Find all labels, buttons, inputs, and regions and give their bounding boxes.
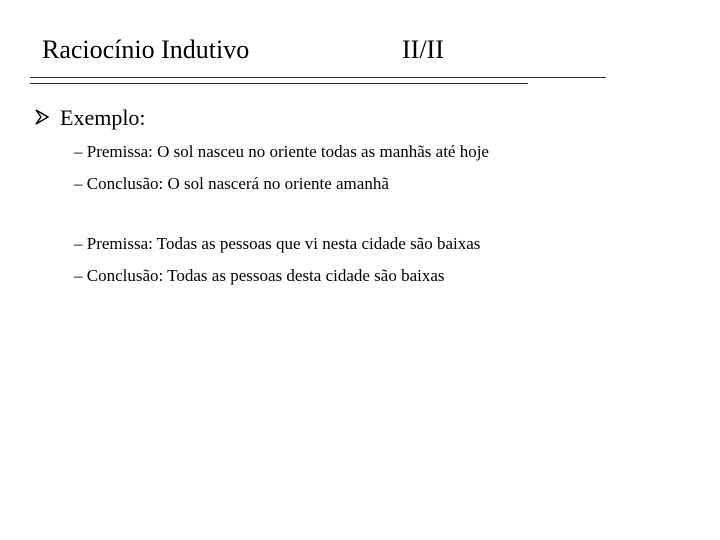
bullet-text: Exemplo: (60, 105, 146, 130)
example-line: – Premissa: Todas as pessoas que vi nesta cidade são baixas (74, 234, 481, 253)
example-line: – Premissa: O sol nasceu no oriente todas as manhãs até hoje (74, 142, 489, 161)
title-divider-bottom (30, 83, 528, 84)
example-line: – Conclusão: O sol nascerá no oriente amanhã (74, 174, 389, 193)
arrow-bullet-icon (34, 109, 50, 125)
page-indicator: II/II (402, 35, 444, 64)
example-line: – Conclusão: Todas as pessoas desta cidade são baixas (74, 266, 445, 285)
title-divider-top (30, 77, 606, 78)
slide-title: Raciocínio Indutivo (42, 35, 250, 64)
